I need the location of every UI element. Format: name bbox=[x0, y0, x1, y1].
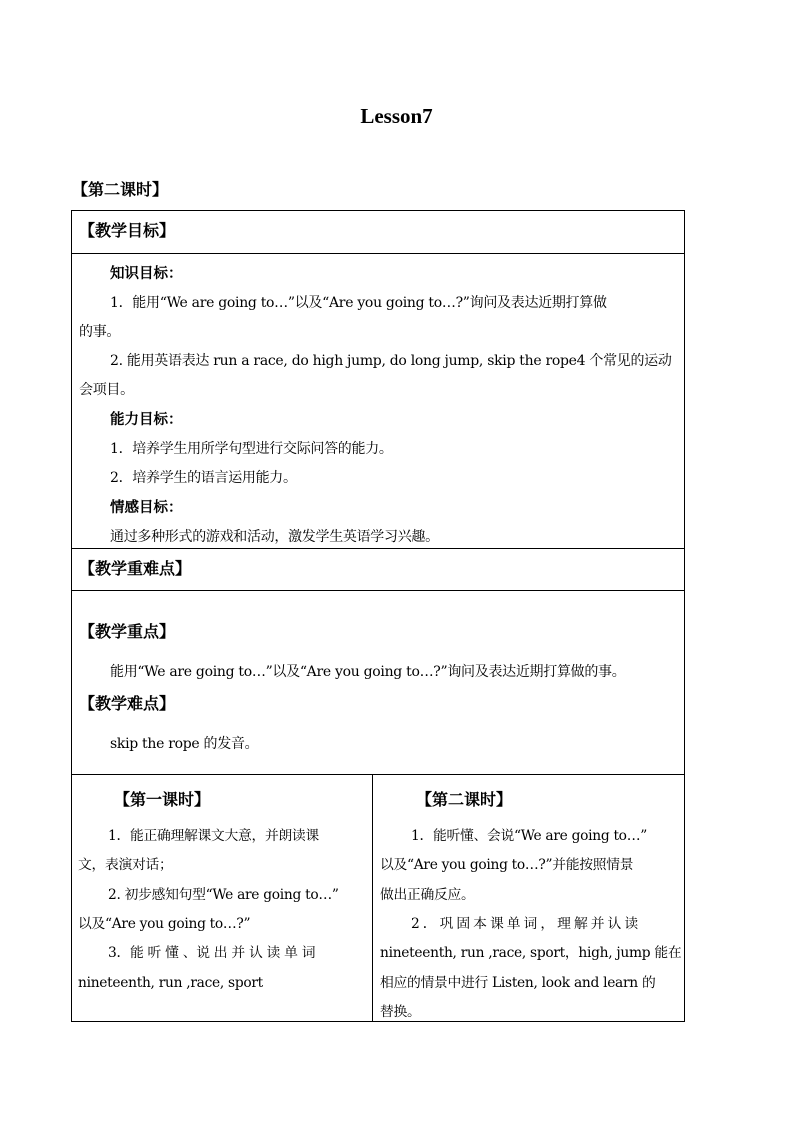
ability-item-2: 2．培养学生的语言运用能力。 bbox=[110, 470, 297, 486]
first-period-cell bbox=[71, 774, 373, 1022]
emotion-item-1: 通过多种形式的游戏和活动，激发学生英语学习兴趣。 bbox=[110, 529, 439, 545]
second-period-line-4: 2．巩固本课单词，理解并认读 bbox=[411, 916, 642, 932]
knowledge-item-1b: 的事。 bbox=[79, 324, 121, 340]
knowledge-item-2b: 会项目。 bbox=[79, 382, 134, 398]
second-period-line-2: 以及“Are you going to…?”并能按照情景 bbox=[380, 857, 634, 873]
ability-title: 能力目标： bbox=[110, 412, 183, 428]
second-period-cell bbox=[372, 774, 685, 1022]
emotion-title: 情感目标： bbox=[110, 500, 183, 516]
second-period-line-3: 做出正确反应。 bbox=[380, 887, 475, 903]
first-period-line-2: 文，表演对话； bbox=[78, 857, 173, 873]
first-period-line-4: 以及“Are you going to…?” bbox=[78, 916, 251, 932]
ability-item-1: 1．培养学生用所学句型进行交际问答的能力。 bbox=[110, 441, 393, 457]
first-period-line-5: 3．能 听 懂 、说 出 并 认 读 单 词 bbox=[108, 945, 316, 961]
page-title: Lesson7 bbox=[360, 104, 433, 128]
knowledge-title: 知识目标： bbox=[110, 266, 183, 282]
second-period-line-6: 相应的情景中进行 Listen, look and learn 的 bbox=[380, 975, 656, 991]
knowledge-item-1a: 1．能用“We are going to…”以及“Are you going to…?”询问及表达近期打算做 bbox=[110, 295, 607, 311]
difficulty-text: skip the rope 的发音。 bbox=[110, 736, 259, 752]
second-period-line-7: 替换。 bbox=[380, 1004, 421, 1020]
keypoints-header: 【教学重难点】 bbox=[79, 559, 192, 578]
focus-text: 能用“We are going to…”以及“Are you going to…?”询问及表达近期打算做的事。 bbox=[110, 664, 626, 680]
first-period-line-6: nineteenth, run ,race, sport bbox=[78, 975, 263, 991]
first-period-line-1: 1．能正确理解课文大意，并朗读课 bbox=[108, 828, 319, 844]
first-period-line-3: 2. 初步感知句型“We are going to…” bbox=[108, 887, 339, 903]
objectives-header-cell bbox=[71, 210, 685, 254]
objectives-content-cell bbox=[71, 253, 685, 549]
focus-title: 【教学重点】 bbox=[79, 622, 176, 641]
second-period-line-1: 1．能听懂、会说“We are going to…” bbox=[411, 828, 647, 844]
first-period-header: 【第一课时】 bbox=[114, 790, 211, 809]
knowledge-item-2a: 2. 能用英语表达 run a race, do high jump, do long jump, skip the rope4 个常见的运动 bbox=[110, 353, 672, 369]
objectives-header: 【教学目标】 bbox=[79, 221, 176, 240]
keypoints-content-cell bbox=[71, 590, 685, 775]
keypoints-header-cell bbox=[71, 548, 685, 591]
second-period-header: 【第二课时】 bbox=[416, 790, 513, 809]
lesson-label: 【第二课时】 bbox=[72, 180, 169, 199]
difficulty-title: 【教学难点】 bbox=[79, 694, 176, 713]
second-period-line-5: nineteenth, run ,race, sport，high, jump 能在 bbox=[380, 945, 682, 961]
